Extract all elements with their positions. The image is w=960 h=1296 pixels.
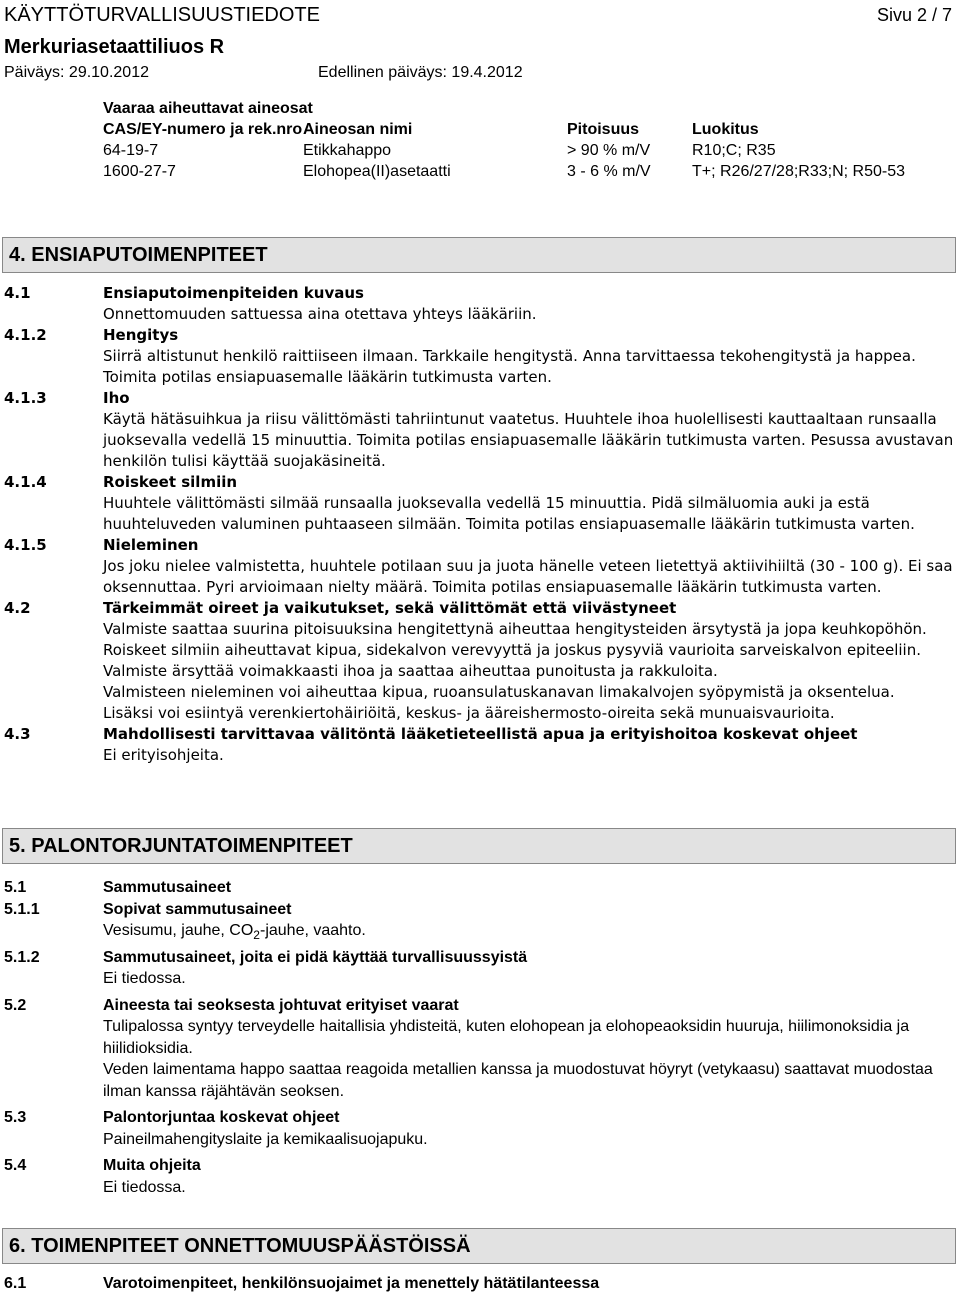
section-item [0, 472, 960, 535]
section-heading: Sopivat sammutusaineet [103, 900, 292, 918]
section-heading: Roiskeet silmiin [103, 473, 238, 491]
section-heading: Nieleminen [103, 536, 199, 554]
section-number: 4.3 [4, 725, 31, 743]
cell-concentration: 3 - 6 % m/V [567, 163, 651, 180]
section-number: 4.1.5 [4, 536, 47, 554]
section-text-line: Valmiste ärsyttää voimakkaasti ihoa ja saattaa aiheuttaa punoitusta ja rakkuloita. [103, 662, 718, 680]
section-number: 4.1 [4, 284, 31, 302]
header-cas: CAS/EY-numero ja rek.nro [103, 121, 303, 138]
section-number: 5.2 [4, 996, 27, 1014]
section-heading: Muita ohjeita [103, 1157, 201, 1174]
cell-classification: R10;C; R35 [692, 142, 776, 159]
section-heading: Sammutusaineet, joita ei pidä käyttää turvallisuussyistä [103, 948, 528, 966]
section-item [0, 283, 960, 325]
section-number: 4.1.4 [4, 473, 47, 491]
section-item [0, 724, 960, 766]
product-name: Merkuriasetaattiliuos R [4, 36, 225, 58]
section-heading: Iho [103, 389, 130, 407]
section-item [0, 899, 960, 942]
section-item [0, 947, 960, 990]
components-title: Vaaraa aiheuttavat aineosat [103, 100, 313, 117]
section-heading: Mahdollisesti tarvittavaa välitöntä lääketieteellistä apua ja erityishoitoa koskevat ohjeet [103, 725, 858, 743]
header-name: Aineosan nimi [303, 121, 413, 138]
document-type: KÄYTTÖTURVALLISUUSTIEDOTE [4, 4, 320, 26]
section-6-title: 6. TOIMENPITEET ONNETTOMUUSPÄÄSTÖISSÄ [2, 1228, 956, 1264]
section-text-line: Veden laimentama happo saattaa reagoida metallien kanssa ja muodostuvat höyryt (vetykaasu) saattavat muodostaa ilman kanssa räjähtävän seoksen. [103, 1061, 933, 1100]
section-number: 4.1.3 [4, 389, 47, 407]
issue-date: Päiväys: 29.10.2012 [4, 64, 149, 81]
cell-concentration: > 90 % m/V [567, 142, 651, 159]
section-heading: Aineesta tai seoksesta johtuvat erityiset vaarat [103, 996, 459, 1014]
section-6-body [0, 1273, 960, 1294]
section-number: 4.2 [4, 599, 31, 617]
section-number: 4.1.2 [4, 326, 47, 344]
section-5-title: 5. PALONTORJUNTATOIMENPITEET [2, 828, 956, 864]
cell-classification: T+; R26/27/28;R33;N; R50-53 [692, 163, 906, 180]
section-text: Ei erityisohjeita. [103, 746, 224, 764]
section-item [0, 1107, 960, 1150]
section-heading: Sammutusaineet [103, 879, 232, 896]
header-classification: Luokitus [692, 121, 759, 138]
section-item [0, 535, 960, 598]
table-row [103, 140, 952, 161]
section-number: 5.1.1 [4, 900, 40, 918]
section-heading: Palontorjuntaa koskevat ohjeet [103, 1109, 340, 1126]
section-number: 5.3 [4, 1109, 27, 1126]
section-text: Ei tiedossa. [103, 970, 186, 987]
section-text-line: Roiskeet silmiin aiheuttavat kipua, sidekalvon verevyyttä ja joskus pysyviä vaurioita sarveiskalvon epiteeliin. [103, 641, 921, 659]
section-text-line: Valmiste saattaa suurina pitoisuuksina hengitettynä aiheuttaa hengitysteiden ärsytystä ja jopa keuhkopöhön. [103, 620, 927, 638]
section-item [0, 388, 960, 472]
section-5-body [0, 877, 960, 1198]
cell-name: Elohopea(II)asetaatti [303, 163, 451, 180]
section-item [0, 1273, 960, 1294]
table-row [103, 161, 952, 182]
section-text: Ei tiedossa. [103, 1178, 186, 1196]
cell-cas: 64-19-7 [103, 142, 159, 159]
section-text: Jos joku nielee valmistetta, huuhtele potilaan suu ja juota hänelle veteen lietettyä aktiivihiiltä (30 - 100 g). Ei saa oksennuttaa. Pyri arvioimaan nielty määrä. Toimita potilas ensiapuasemalle lääkärin tutkimusta varten. [103, 557, 953, 596]
section-text: Vesisumu, jauhe, $CO_2$-jauhe, vaahto. [103, 922, 366, 943]
section-number: 5.4 [4, 1157, 27, 1174]
section-text: Huuhtele välittömästi silmää runsaalla juoksevalla vedellä 15 minuuttia. Pidä silmäluomia auki ja estä huuhteluveden valuminen puhtaaseen silmään. Toimita potilas ensiapuasemalle lääkärin tutkimusta varten. [103, 494, 915, 533]
section-heading: Tärkeimmät oireet ja vaikutukset, sekä välittömät että viivästyneet [103, 599, 677, 617]
cell-cas: 1600-27-7 [103, 163, 176, 180]
section-item [0, 877, 960, 899]
previous-date: Edellinen päiväys: 19.4.2012 [318, 64, 523, 81]
section-heading: Varotoimenpiteet, henkilönsuojaimet ja menettely hätätilanteessa [103, 1275, 600, 1292]
cell-name: Etikkahappo [303, 142, 392, 159]
section-item [0, 1155, 960, 1198]
section-text: Onnettomuuden sattuessa aina otettava yhteys lääkäriin. [103, 305, 537, 323]
section-text-line: Lisäksi voi esiintyä verenkiertohäiriöitä, keskus- ja ääreishermosto-oireita sekä munuaisvaurioita. [103, 704, 835, 722]
section-heading: Hengitys [103, 326, 179, 344]
section-4-title: 4. ENSIAPUTOIMENPITEET [2, 237, 956, 273]
section-text: Paineilmahengityslaite ja kemikaalisuojapuku. [103, 1130, 428, 1148]
page-number: Sivu 2 / 7 [876, 5, 952, 25]
section-number: 6.1 [4, 1275, 27, 1292]
section-text: Käytä hätäsuihkua ja riisu välittömästi tahriintunut vaatetus. Huuhtele ihoa huolellisesti kauttaaltaan runsaalla juoksevalla vedellä 15 minuuttia. Toimita potilas ensiapuasemalle lääkärin tutkimusta varten. Pesussa avustavan henkilön tulisi käyttää suojakäsineitä. [103, 410, 954, 470]
section-heading: Ensiaputoimenpiteiden kuvaus [103, 284, 364, 302]
section-item [0, 325, 960, 388]
section-item [0, 598, 960, 724]
header-concentration: Pitoisuus [567, 121, 640, 138]
section-number: 5.1 [4, 879, 27, 896]
section-text-line: Tulipalossa syntyy terveydelle haitallisia yhdisteitä, kuten elohopean ja elohopeaoksidin huuruja, hiilimonoksidia ja hiilidioksidia. [103, 1018, 910, 1057]
components-table [103, 98, 953, 182]
table-header-row [103, 119, 952, 140]
section-number: 5.1.2 [4, 948, 40, 966]
section-item [0, 995, 960, 1103]
section-text: Siirrä altistunut henkilö raittiiseen ilmaan. Tarkkaile hengitystä. Anna tarvittaessa tekohengitystä ja happea. Toimita potilas ensiapuasemalle lääkärin tutkimusta varten. [103, 347, 916, 386]
section-4-body [0, 283, 960, 766]
section-text-line: Valmisteen nieleminen voi aiheuttaa kipua, ruoansulatuskanavan limakalvojen syöpymistä ja oksentelua. [103, 683, 895, 701]
